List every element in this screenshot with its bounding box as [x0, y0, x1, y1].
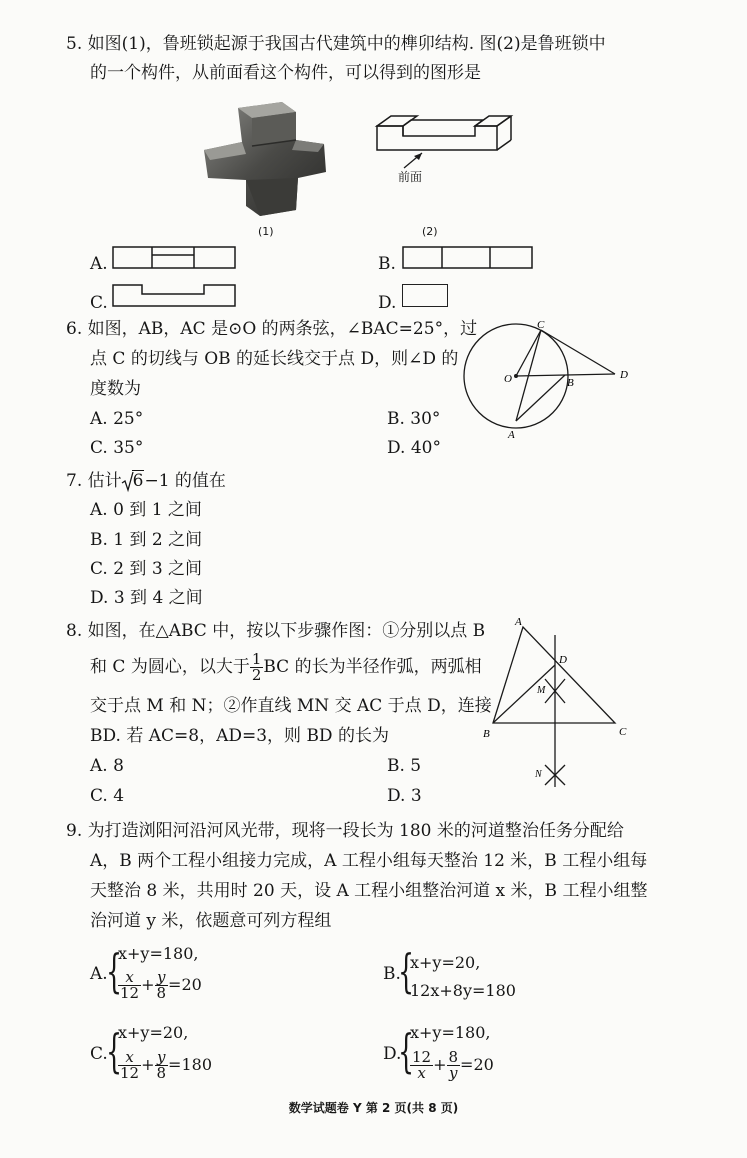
frac-d1-den: x: [417, 1064, 426, 1082]
q8-fraction: [250, 652, 264, 683]
plus: +: [141, 1055, 155, 1074]
q7-option-d: D. 3 到 4 之间: [90, 588, 203, 608]
q5-line1: 5. 如图(1)，鲁班锁起源于我国古代建筑中的榫卯结构. 图(2)是鲁班锁中: [66, 34, 606, 54]
q7-sqrt: [122, 470, 145, 492]
label-d: D: [559, 654, 567, 666]
q9-option-c-brace: {: [106, 1024, 123, 1078]
frac-a1-num: x: [118, 970, 141, 986]
label-o: O: [504, 373, 512, 385]
label-a: A: [508, 429, 515, 441]
q9-option-b-label: B.: [383, 964, 401, 984]
frac-a2: [155, 970, 169, 1001]
q6-option-a: A. 25°: [90, 409, 144, 429]
frac-c1-num: x: [118, 1050, 141, 1066]
q9-option-c-eq1: x+y=20,: [118, 1023, 189, 1042]
q7-radicand: 6: [132, 471, 144, 491]
frac-d2: [447, 1050, 461, 1081]
frac-d1-num: 12: [412, 1048, 432, 1066]
q7-option-b: B. 1 到 2 之间: [90, 530, 203, 550]
q9-option-d-eq2: [410, 1050, 494, 1081]
q8-line3: 交于点 M 和 N；②作直线 MN 交 AC 于点 D，连接: [90, 696, 492, 716]
q9-line1: 9. 为打造浏阳河沿河风光带，现将一段长为 180 米的河道整治任务分配给: [66, 821, 624, 841]
q6-option-c: C. 35°: [90, 438, 144, 458]
q5-option-a-figure: [112, 246, 237, 270]
front-label: 前面: [398, 170, 423, 184]
q5-line2: 的一个构件，从前面看这个构件，可以得到的图形是: [90, 63, 481, 83]
plus: +: [141, 975, 155, 994]
q9-option-d-label: D.: [383, 1044, 402, 1064]
frac-d1: [410, 1050, 433, 1081]
q9-option-b-eq2: 12x+8y=180: [410, 981, 516, 1000]
q6-circle-figure: [460, 318, 640, 443]
q9-line4: 治河道 y 米，依题意可列方程组: [90, 911, 332, 931]
q7-stem: [66, 470, 226, 492]
fig2-caption: (2): [422, 225, 438, 238]
q9-option-d-eq1: x+y=180,: [410, 1023, 491, 1042]
q9-option-d-brace: {: [398, 1024, 415, 1078]
frac-c2-num: y: [155, 1050, 169, 1066]
q9-option-a-eq1: x+y=180,: [118, 944, 199, 963]
frac-d2-den: y: [449, 1064, 458, 1082]
page-footer: 数学试题卷 Y 第 2 页(共 8 页): [288, 1101, 459, 1115]
frac-c2: [155, 1050, 169, 1081]
q5-option-d-figure: [402, 284, 448, 307]
q8-option-c: C. 4: [90, 786, 125, 806]
q6-line1: 6. 如图，AB，AC 是⊙O 的两条弦，∠BAC=25°，过: [66, 319, 478, 339]
q8-frac-den: 2: [251, 666, 262, 684]
q5-option-d-label: D.: [378, 293, 397, 313]
luban-lock-image: [200, 100, 330, 220]
rhs: =20: [460, 1055, 494, 1074]
rhs: =20: [168, 975, 202, 994]
q9-option-c-eq2: [118, 1050, 212, 1081]
q8-option-b: B. 5: [387, 756, 422, 776]
frac-c2-den: 8: [156, 1064, 167, 1082]
q7-option-c: C. 2 到 3 之间: [90, 559, 203, 579]
q5-option-b-label: B.: [378, 254, 396, 274]
plus: +: [433, 1055, 447, 1074]
q8-option-d: D. 3: [387, 786, 422, 806]
q6-option-d: D. 40°: [387, 438, 441, 458]
q5-option-c-figure: [112, 284, 237, 308]
q8-option-a: A. 8: [90, 756, 124, 776]
label-m: M: [537, 685, 546, 696]
q5-option-c-label: C.: [90, 293, 108, 313]
label-d: D: [620, 369, 628, 381]
frac-c1-den: 12: [120, 1064, 140, 1082]
q9-option-b-eq1: x+y=20,: [410, 953, 481, 972]
q8-line2-post: BC 的长为半径作弧，两弧相: [263, 657, 482, 677]
front-arrow: [400, 150, 430, 170]
q8-line1: 8. 如图，在△ABC 中，按以下步骤作图：①分别以点 B: [66, 621, 486, 641]
q7-option-a: A. 0 到 1 之间: [90, 500, 202, 520]
q6-option-b: B. 30°: [387, 409, 441, 429]
component-drawing: [375, 108, 515, 158]
q9-option-c-label: C.: [90, 1044, 108, 1064]
label-n: N: [535, 769, 542, 780]
q6-line3: 度数为: [90, 379, 141, 399]
q9-line2: A，B 两个工程小组接力完成，A 工程小组每天整治 12 米，B 工程小组每: [90, 851, 648, 871]
frac-a1-den: 12: [120, 984, 140, 1002]
q8-triangle-figure: [475, 615, 635, 805]
q9-option-b-brace: {: [398, 944, 415, 998]
q9-option-a-eq2: [118, 970, 202, 1001]
frac-d2-num: 8: [448, 1048, 459, 1066]
q7-post: −1 的值在: [144, 471, 226, 491]
frac-a1: [118, 970, 141, 1001]
rhs: =180: [168, 1055, 212, 1074]
q7-pre: 7. 估计: [66, 471, 122, 491]
q5-option-a-label: A.: [90, 254, 108, 274]
q8-frac-num: 1: [251, 650, 262, 668]
label-b: B: [483, 728, 490, 740]
q9-option-a-brace: {: [106, 944, 123, 998]
label-a: A: [515, 616, 522, 628]
frac-a2-num: y: [155, 970, 169, 986]
q8-line2: [90, 652, 482, 683]
label-c: C: [619, 726, 627, 738]
q9-line3: 天整治 8 米，共用时 20 天，设 A 工程小组整治河道 x 米，B 工程小组整: [90, 881, 648, 901]
label-c: C: [537, 319, 545, 331]
fig1-caption: (1): [258, 225, 274, 238]
frac-a2-den: 8: [156, 984, 167, 1002]
frac-c1: [118, 1050, 141, 1081]
q5-option-b-figure: [402, 246, 534, 270]
q8-line4: BD. 若 AC=8，AD=3，则 BD 的长为: [90, 726, 389, 746]
q8-line2-pre: 和 C 为圆心，以大于: [90, 657, 250, 677]
q9-option-a-label: A.: [90, 964, 108, 984]
label-b: B: [567, 377, 574, 389]
q6-line2: 点 C 的切线与 OB 的延长线交于点 D，则∠D 的: [90, 349, 459, 369]
